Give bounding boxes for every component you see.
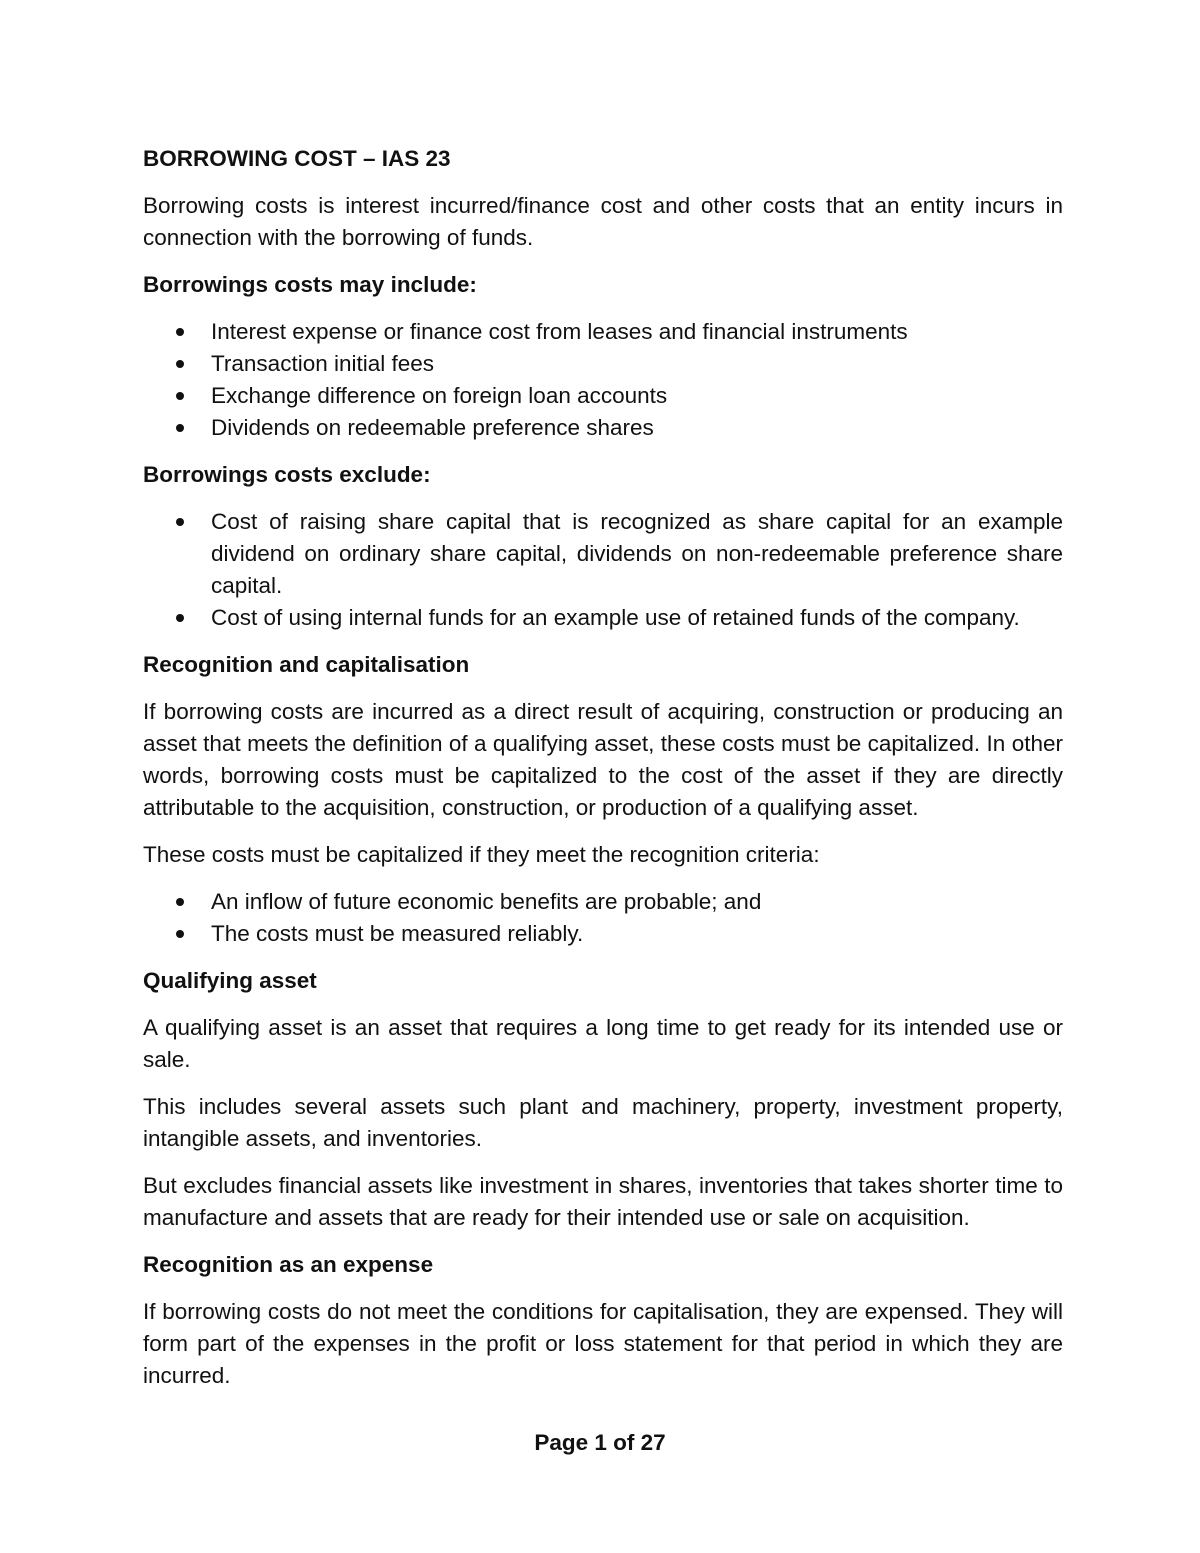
qualifying-paragraph-3: But excludes financial assets like investment in shares, inventories that takes shorter time to manufacture and assets that are ready for their intended use or sale on acquisition. — [143, 1173, 1063, 1230]
bullet-icon — [176, 518, 184, 526]
bullet-icon — [176, 328, 184, 336]
criteria-intro: These costs must be capitalized if they meet the recognition criteria: — [143, 842, 820, 867]
page-content — [143, 143, 1063, 1407]
exclude-heading: Borrowings costs exclude: — [143, 462, 431, 487]
include-list — [143, 316, 1063, 444]
criteria-list — [143, 886, 1063, 950]
bullet-icon — [176, 392, 184, 400]
list-item-text: Cost of using internal funds for an example use of retained funds of the company. — [211, 605, 1020, 630]
list-item — [143, 412, 1063, 444]
list-item-text: Dividends on redeemable preference shares — [211, 415, 654, 440]
expense-heading: Recognition as an expense — [143, 1252, 434, 1277]
list-item — [143, 886, 1063, 918]
list-item-text: Exchange difference on foreign loan accounts — [211, 383, 668, 408]
recognition-heading: Recognition and capitalisation — [143, 652, 470, 677]
qualifying-paragraph-1: A qualifying asset is an asset that requires a long time to get ready for its intended use or sale. — [143, 1015, 1063, 1072]
list-item-text: Cost of raising share capital that is recognized as share capital for an example dividend on ordinary share capital, dividends on non-redeemable preference share capital. — [211, 509, 1063, 598]
list-item-text: Interest expense or finance cost from leases and financial instruments — [211, 319, 908, 344]
exclude-list — [143, 506, 1063, 634]
bullet-icon — [176, 930, 184, 938]
list-item — [143, 602, 1063, 634]
qualifying-paragraph-2: This includes several assets such plant and machinery, property, investment property, intangible assets, and inventories. — [143, 1094, 1063, 1151]
list-item-text: Transaction initial fees — [211, 351, 435, 376]
bullet-icon — [176, 898, 184, 906]
list-item — [143, 316, 1063, 348]
list-item — [143, 348, 1063, 380]
list-item — [143, 380, 1063, 412]
qualifying-heading: Qualifying asset — [143, 968, 317, 993]
include-heading: Borrowings costs may include: — [143, 272, 477, 297]
page-number: Page 1 of 27 — [534, 1430, 666, 1455]
page-title: BORROWING COST – IAS 23 — [143, 146, 451, 171]
list-item — [143, 506, 1063, 602]
bullet-icon — [176, 424, 184, 432]
intro-paragraph: Borrowing costs is interest incurred/finance cost and other costs that an entity incurs in connection with the borrowing of funds. — [143, 193, 1063, 250]
list-item-text: An inflow of future economic benefits are probable; and — [211, 889, 762, 914]
list-item-text: The costs must be measured reliably. — [211, 921, 584, 946]
recognition-paragraph: If borrowing costs are incurred as a direct result of acquiring, construction or producing an asset that meets the definition of a qualifying asset, these costs must be capitalized. In other words, borrowing costs must be capitalized to the cost of the asset if they are directly attributable to the acquisition, construction, or production of a qualifying asset. — [143, 699, 1063, 820]
expense-paragraph: If borrowing costs do not meet the conditions for capitalisation, they are expensed. They will form part of the expenses in the profit or loss statement for that period in which they are incurred. — [143, 1299, 1063, 1388]
list-item — [143, 918, 1063, 950]
bullet-icon — [176, 360, 184, 368]
bullet-icon — [176, 614, 184, 622]
